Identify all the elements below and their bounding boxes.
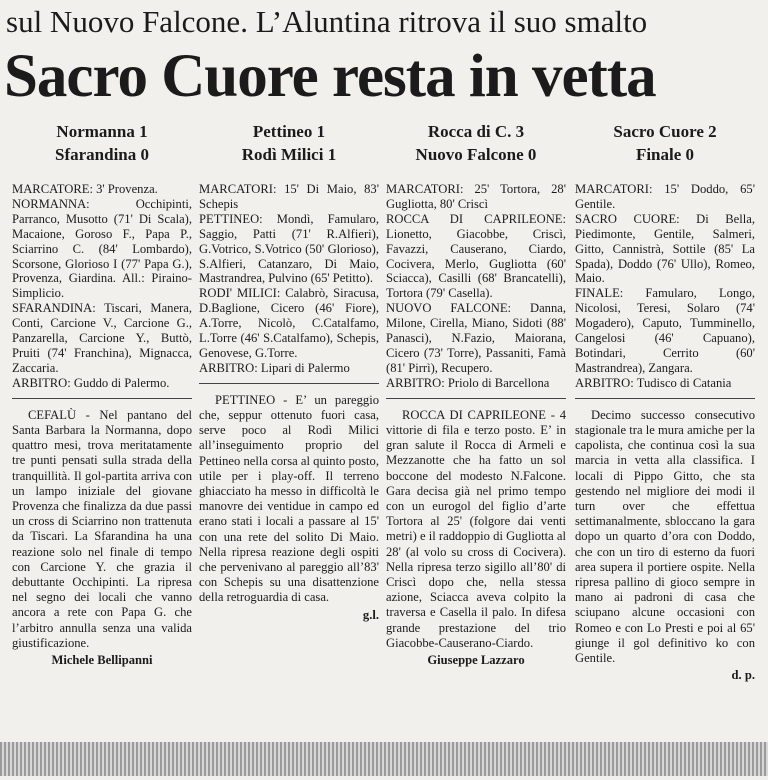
match-column	[386, 120, 566, 668]
bottom-border	[0, 742, 768, 776]
match-box	[386, 182, 566, 391]
away-lineup: RODI' MILICI: Calabrò, Siracusa, D.Baglione, Cicero (46' Fiore), A.Torre, Nicolò, C.Catalfamo, L.Torre (46' S.Catalfamo), Schepis, Genovese, G.Torre.	[199, 286, 379, 360]
match-score	[199, 120, 379, 166]
away-team-score: Rodì Milici 1	[241, 145, 337, 164]
scorers: MARCATORI: 25' Tortora, 28' Gugliotta, 80' Criscì	[386, 182, 566, 211]
referee: ARBITRO: Lipari di Palermo	[199, 360, 350, 375]
scorers: MARCATORI: 15' Doddo, 65' Gentile.	[575, 182, 755, 211]
match-column	[12, 120, 192, 668]
scorers: MARCATORE: 3' Provenza.	[12, 182, 158, 196]
signature: d. p.	[731, 668, 755, 683]
match-report: Decimo successo consecutivo stagionale tra le mura amiche per la capolista, che continua così la sua marcia in vetta alla classifica. I locali di Pippo Gitto, che sta gestendo nel migliore dei modi il turn over che effettua settimanalmente, sbloccano la gara dopo un quarto d’ora con Doddo, che con un tiro di esterno da fuori area supera il portiere ospite. Nella ripresa pallino di gioco sempre in mano ai padroni di casa che sciupano alcune occasioni con Romeo e con Lo Presti e poi al 65' giunge il gol definitivo ko con Gentile.	[575, 407, 755, 665]
match-report: ROCCA DI CAPRILEONE - 4 vittorie di fila e terzo posto. E’ in gran salute il Rocca di Armeli e Mezzanotte che ha fatto un sol boccone del modesto N.Falcone. Gara decisa già nel primo tempo con un eurogol del figlio d’arte Tortora al 25' (folgore dai venti metri) e il raddoppio di Gugliotta al 28' (al volo su cross di Cocivera). Nella ripresa terzo sigillo all’80' di Criscì dopo che, nella stessa azione, Sciacca aveva colpito la traversa e Casella il palo. In difesa grande prestazione del trio Giacobbe-Causerano-Ciardo.	[386, 407, 566, 650]
match-column	[199, 120, 379, 623]
divider	[12, 398, 192, 399]
home-lineup: SACRO CUORE: Di Bella, Piedimonte, Gentile, Salmeri, Gitto, Cannistrà, Sottile (85' La Spada), Doddo (76' Ullo), Romeo, Maio.	[575, 211, 755, 286]
match-report: CEFALÙ - Nel pantano del Santa Barbara la Normanna, dopo quattro mesi, trova meritatamente tre punti pensati sulla strada della tranquillità. Il gol-partita arriva con un lampo iniziale del giovane Provenza che finalizza da due passi un cross di Sciarrino non trattenuta da Tiscari. La Sfarandina ha una reazione solo nel finale di tempo con Carcione Y. che grazia il debuttante Occhipinti. La ripresa nel segno dei locali che vanno ancora a rete con Papa G. che l’arbitro annulla senza una valida giustificazione.	[12, 407, 192, 650]
divider	[386, 398, 566, 399]
home-team-score: Sacro Cuore 2	[613, 122, 717, 141]
away-lineup: NUOVO FALCONE: Danna, Milone, Cirella, Miano, Sidoti (88' Panasci), N.Fazio, Maiorana, Cicero (73' Torre), Passaniti, Famà (81' Pirrì), Recupero.	[386, 301, 566, 375]
referee: ARBITRO: Tudisco di Catania	[575, 375, 732, 390]
home-lineup: NORMANNA: Occhipinti, Parranco, Musotto (71' Di Scala), Macaione, Goroso F., Papa P., Sciarrino C. (84' Lombardo), Scorsone, Glorioso I (77' Papa G.), Provenza, Giardina. All.: Piraino-Simplicio.	[12, 196, 192, 301]
home-team-score: Pettineo 1	[252, 122, 326, 141]
match-score	[12, 120, 192, 166]
referee: ARBITRO: Priolo di Barcellona	[386, 375, 550, 390]
match-report: PETTINEO - E’ un pareggio che, seppur ottenuto fuori casa, serve poco al Rodì Milici all’inseguimento proprio del Pettineo nella corsa al quinto posto, utile per i play-off. Il terreno ghiacciato ha messo in difficoltà le manovre dei ventidue in campo ed erano stati i locali a passare al 15' con una rete del solito Di Maio. Nella ripresa reazione degli ospiti che pervenivano al pareggio all’83' con Schepis su una disattenzione della retroguardia di casa.	[199, 392, 379, 605]
signature: Giuseppe Lazzaro	[427, 652, 525, 667]
away-lineup: FINALE: Famularo, Longo, Nicolosi, Teresi, Solaro (74' Mogadero), Caputo, Tumminello, Cangelosi (46' Capuano), Botindari, Cerrito (60' Mastrandrea), Zangara.	[575, 286, 755, 375]
home-lineup: ROCCA DI CAPRILEONE: Lionetto, Giacobbe, Criscì, Favazzi, Causerano, Ciardo, Cocivera, Merlo, Gugliotta (60' Sciacca), Casilli (68' Brancatelli), Tortora (79' Casella).	[386, 211, 566, 301]
home-lineup: PETTINEO: Mondì, Famularo, Saggio, Patti (71' R.Alfieri), G.Votrico, S.Votrico (50' Glorioso), S.Alfieri, Catanzaro, Di Maio, Mastrandrea, Pulvino (65' Petitto).	[199, 211, 379, 286]
referee: ARBITRO: Guddo di Palermo.	[12, 375, 170, 390]
away-lineup: SFARANDINA: Tiscari, Manera, Conti, Carcione V., Carcione G., Panzarella, Carcione Y., Buttò, Pruiti (74' Franchina), Mignacca, Zaccaria.	[12, 301, 192, 375]
away-team-score: Nuovo Falcone 0	[415, 145, 537, 164]
divider	[575, 398, 755, 399]
match-score	[575, 120, 755, 166]
away-team-score: Finale 0	[635, 145, 695, 164]
signature: Michele Bellipanni	[51, 652, 153, 667]
kicker: sul Nuovo Falcone. L’Aluntina ritrova il suo smalto	[6, 4, 648, 39]
headline: Sacro Cuore resta in vetta	[4, 43, 656, 110]
signature: g.l.	[362, 607, 379, 622]
match-column	[575, 120, 755, 683]
match-box	[12, 182, 192, 391]
away-team-score: Sfarandina 0	[55, 145, 149, 164]
divider	[199, 383, 379, 384]
home-team-score: Rocca di C. 3	[427, 122, 525, 141]
match-box	[575, 182, 755, 391]
scorers: MARCATORI: 15' Di Maio, 83' Schepis	[199, 182, 379, 211]
match-box	[199, 182, 379, 376]
match-score	[386, 120, 566, 166]
home-team-score: Normanna 1	[56, 122, 148, 141]
